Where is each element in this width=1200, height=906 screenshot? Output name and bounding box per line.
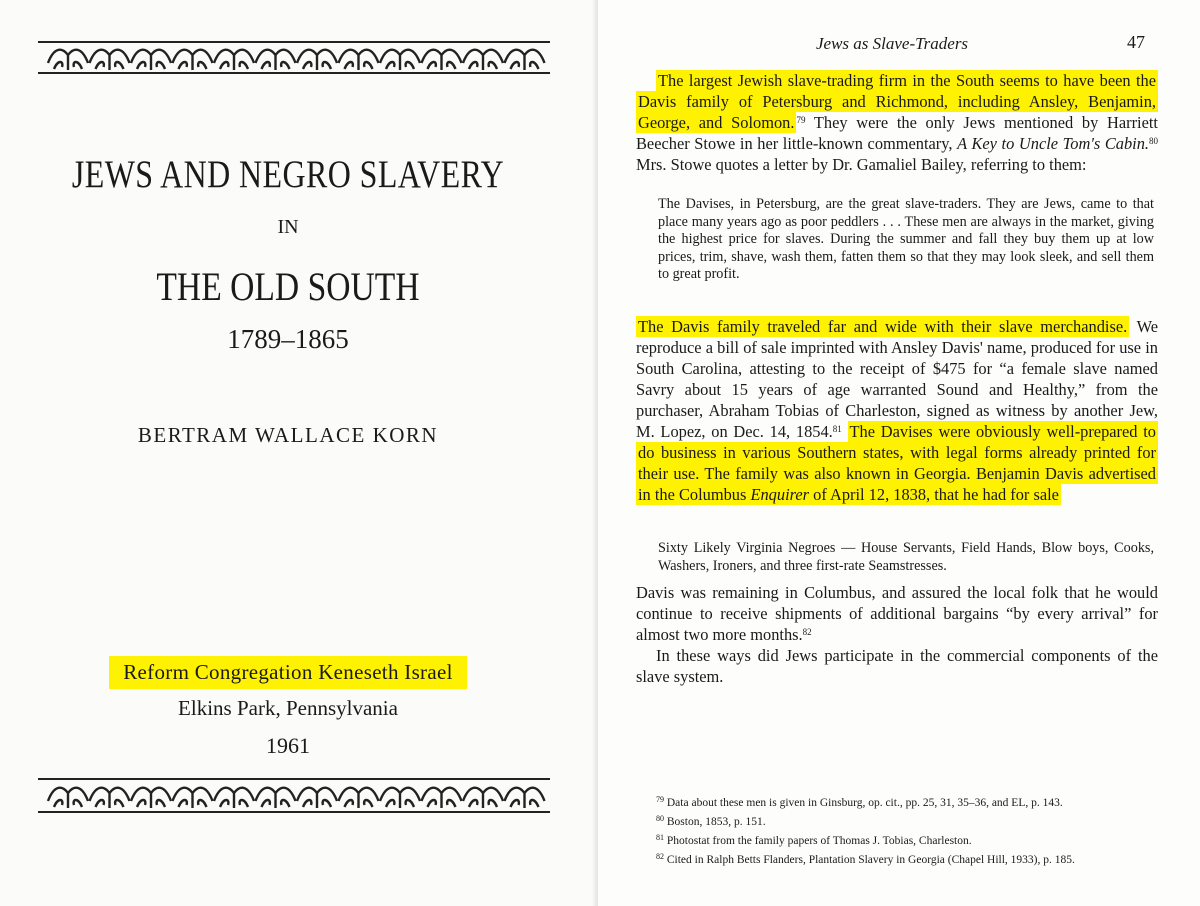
publisher-wrap: [0, 656, 576, 689]
ornament-motif: [131, 50, 171, 70]
ornament-motif: [297, 788, 337, 808]
ornament-motif: [256, 50, 296, 70]
paragraph-2: [636, 316, 1158, 505]
bottom-ornament: [38, 777, 550, 815]
running-head: Jews as Slave-Traders: [816, 34, 969, 53]
book-title-in: IN: [277, 216, 299, 238]
ornament-motif: [505, 50, 545, 70]
ornament-border-top: [38, 40, 550, 78]
quote-1-text: The Davises, in Petersburg, are the great slave-traders. They are Jews, came to that place many years ago as poor peddlers . . . These men are always in the market, giving the highest price for slaves. During the summer and fall they buy them up at low prices, trim, shave, wash them, fatten them so that they may look sleek, and sell them to great profit.: [658, 196, 1154, 283]
text-page: [598, 0, 1200, 906]
p1-text: They were the only Jews mentioned by Harriett Beecher Stowe in her little-known commentary,: [636, 113, 1158, 153]
paragraph-3: [636, 582, 1158, 687]
highlight-1: The largest Jewish slave-trading firm in the South seems to have been the Davis family of Petersburg and Richmond, including Ansley, Benjamin, George, and Solomon.: [638, 71, 1156, 132]
p3-text: Davis was remaining in Columbus, and assured the local folk that he would continue to receive shipments of additional bargains “by every arrival” for almost two more months.: [636, 583, 1158, 644]
top-ornament: [38, 40, 550, 78]
publication-year: 1961: [266, 733, 310, 758]
footnote-text: Boston, 1853, p. 151.: [666, 816, 766, 828]
footnote-ref-79[interactable]: 79: [796, 115, 806, 125]
ornament-motif: [422, 788, 462, 808]
p1-text-end: Mrs. Stowe quotes a letter by Dr. Gamaliel Bailey, referring to them:: [636, 155, 1087, 174]
ornament-motif: [339, 788, 379, 808]
book-author: BERTRAM WALLACE KORN: [137, 423, 439, 447]
footnote-num: 81: [656, 833, 664, 842]
ornament-border-bottom: [38, 777, 550, 815]
publisher-highlighted: Reform Congregation Keneseth Israel: [109, 656, 466, 689]
block-quote-1: [658, 196, 1154, 284]
ornament-motif: [214, 788, 254, 808]
book-years: 1789–1865: [227, 324, 349, 354]
footnote-ref-81[interactable]: 81: [832, 424, 842, 434]
publisher-city: Elkins Park, Pennsylvania: [178, 696, 398, 720]
p2-highlight-end: of April 12, 1838, that he had for sale: [809, 485, 1059, 504]
footnote-text: Photostat from the family papers of Thomas J. Tobias, Charleston.: [666, 835, 972, 847]
ornament-motif: [48, 788, 88, 808]
paragraph-1: [636, 70, 1158, 175]
footnotes: [656, 792, 1158, 868]
footnote-79: [656, 792, 1158, 811]
book-title-italic: A Key to Uncle Tom's Cabin.: [957, 134, 1149, 153]
book-title-line1: JEWS AND NEGRO SLAVERY: [71, 153, 505, 196]
ornament-motif: [380, 788, 420, 808]
ornament-motif: [380, 50, 420, 70]
ornament-motif: [90, 788, 130, 808]
ornament-motif: [505, 788, 545, 808]
footnote-81: [656, 830, 1158, 849]
footnote-num: 79: [656, 795, 664, 804]
ornament-motif: [173, 50, 213, 70]
ornament-motif: [339, 50, 379, 70]
footnote-ref-82[interactable]: 82: [802, 627, 812, 637]
block-quote-2: [658, 540, 1154, 575]
ornament-motif: [131, 788, 171, 808]
title-page: [0, 0, 598, 906]
paragraph-4: In these ways did Jews participate in the commercial components of the slave system.: [636, 646, 1158, 686]
ornament-motif: [256, 788, 296, 808]
ornament-motif: [463, 788, 503, 808]
book-title-line2: THE OLD SOUTH: [156, 264, 420, 309]
footnote-80: [656, 811, 1158, 830]
footnote-ref-80[interactable]: 80: [1149, 136, 1158, 146]
highlight-2: The Davis family traveled far and wide with their slave merchandise.: [638, 317, 1128, 336]
newspaper-title-italic: Enquirer: [750, 485, 810, 504]
footnote-82: [656, 849, 1158, 868]
footnote-num: 82: [656, 852, 664, 861]
footnote-num: 80: [656, 814, 664, 823]
footnote-text: Cited in Ralph Betts Flanders, Plantation Slavery in Georgia (Chapel Hill, 1933), p. 185.: [666, 854, 1075, 866]
quote-2-text: Sixty Likely Virginia Negroes — House Servants, Field Hands, Blow boys, Cooks, Washers, Ironers, and three first-rate Seamstresses.: [658, 540, 1154, 574]
p2-highlight-text: The Davises were obviously well-prepared to do business in various Southern states, with legal forms already printed for their use. The family was also known in Georgia. Benjamin Davis advertised in the Columbus: [638, 422, 1156, 504]
footnote-text: Data about these men is given in Ginsburg, op. cit., pp. 25, 31, 35–36, and EL, p. 143.: [666, 797, 1063, 809]
page-number: 47: [1127, 32, 1145, 52]
ornament-motif: [214, 50, 254, 70]
ornament-motif: [297, 50, 337, 70]
ornament-motif: [422, 50, 462, 70]
ornament-motif: [463, 50, 503, 70]
ornament-motif: [48, 50, 88, 70]
ornament-motif: [90, 50, 130, 70]
p2-text: We reproduce a bill of sale imprinted with Ansley Davis' name, produced for use in South Carolina, attesting to the receipt of $475 for “a female slave named Savry about 15 years of age warranted Sound and Healthy,” from the purchaser, Abraham Tobias of Charleston, signed as witness by another Jew, M. Lopez, on Dec. 14, 1854.: [636, 317, 1158, 441]
ornament-motif: [173, 788, 213, 808]
